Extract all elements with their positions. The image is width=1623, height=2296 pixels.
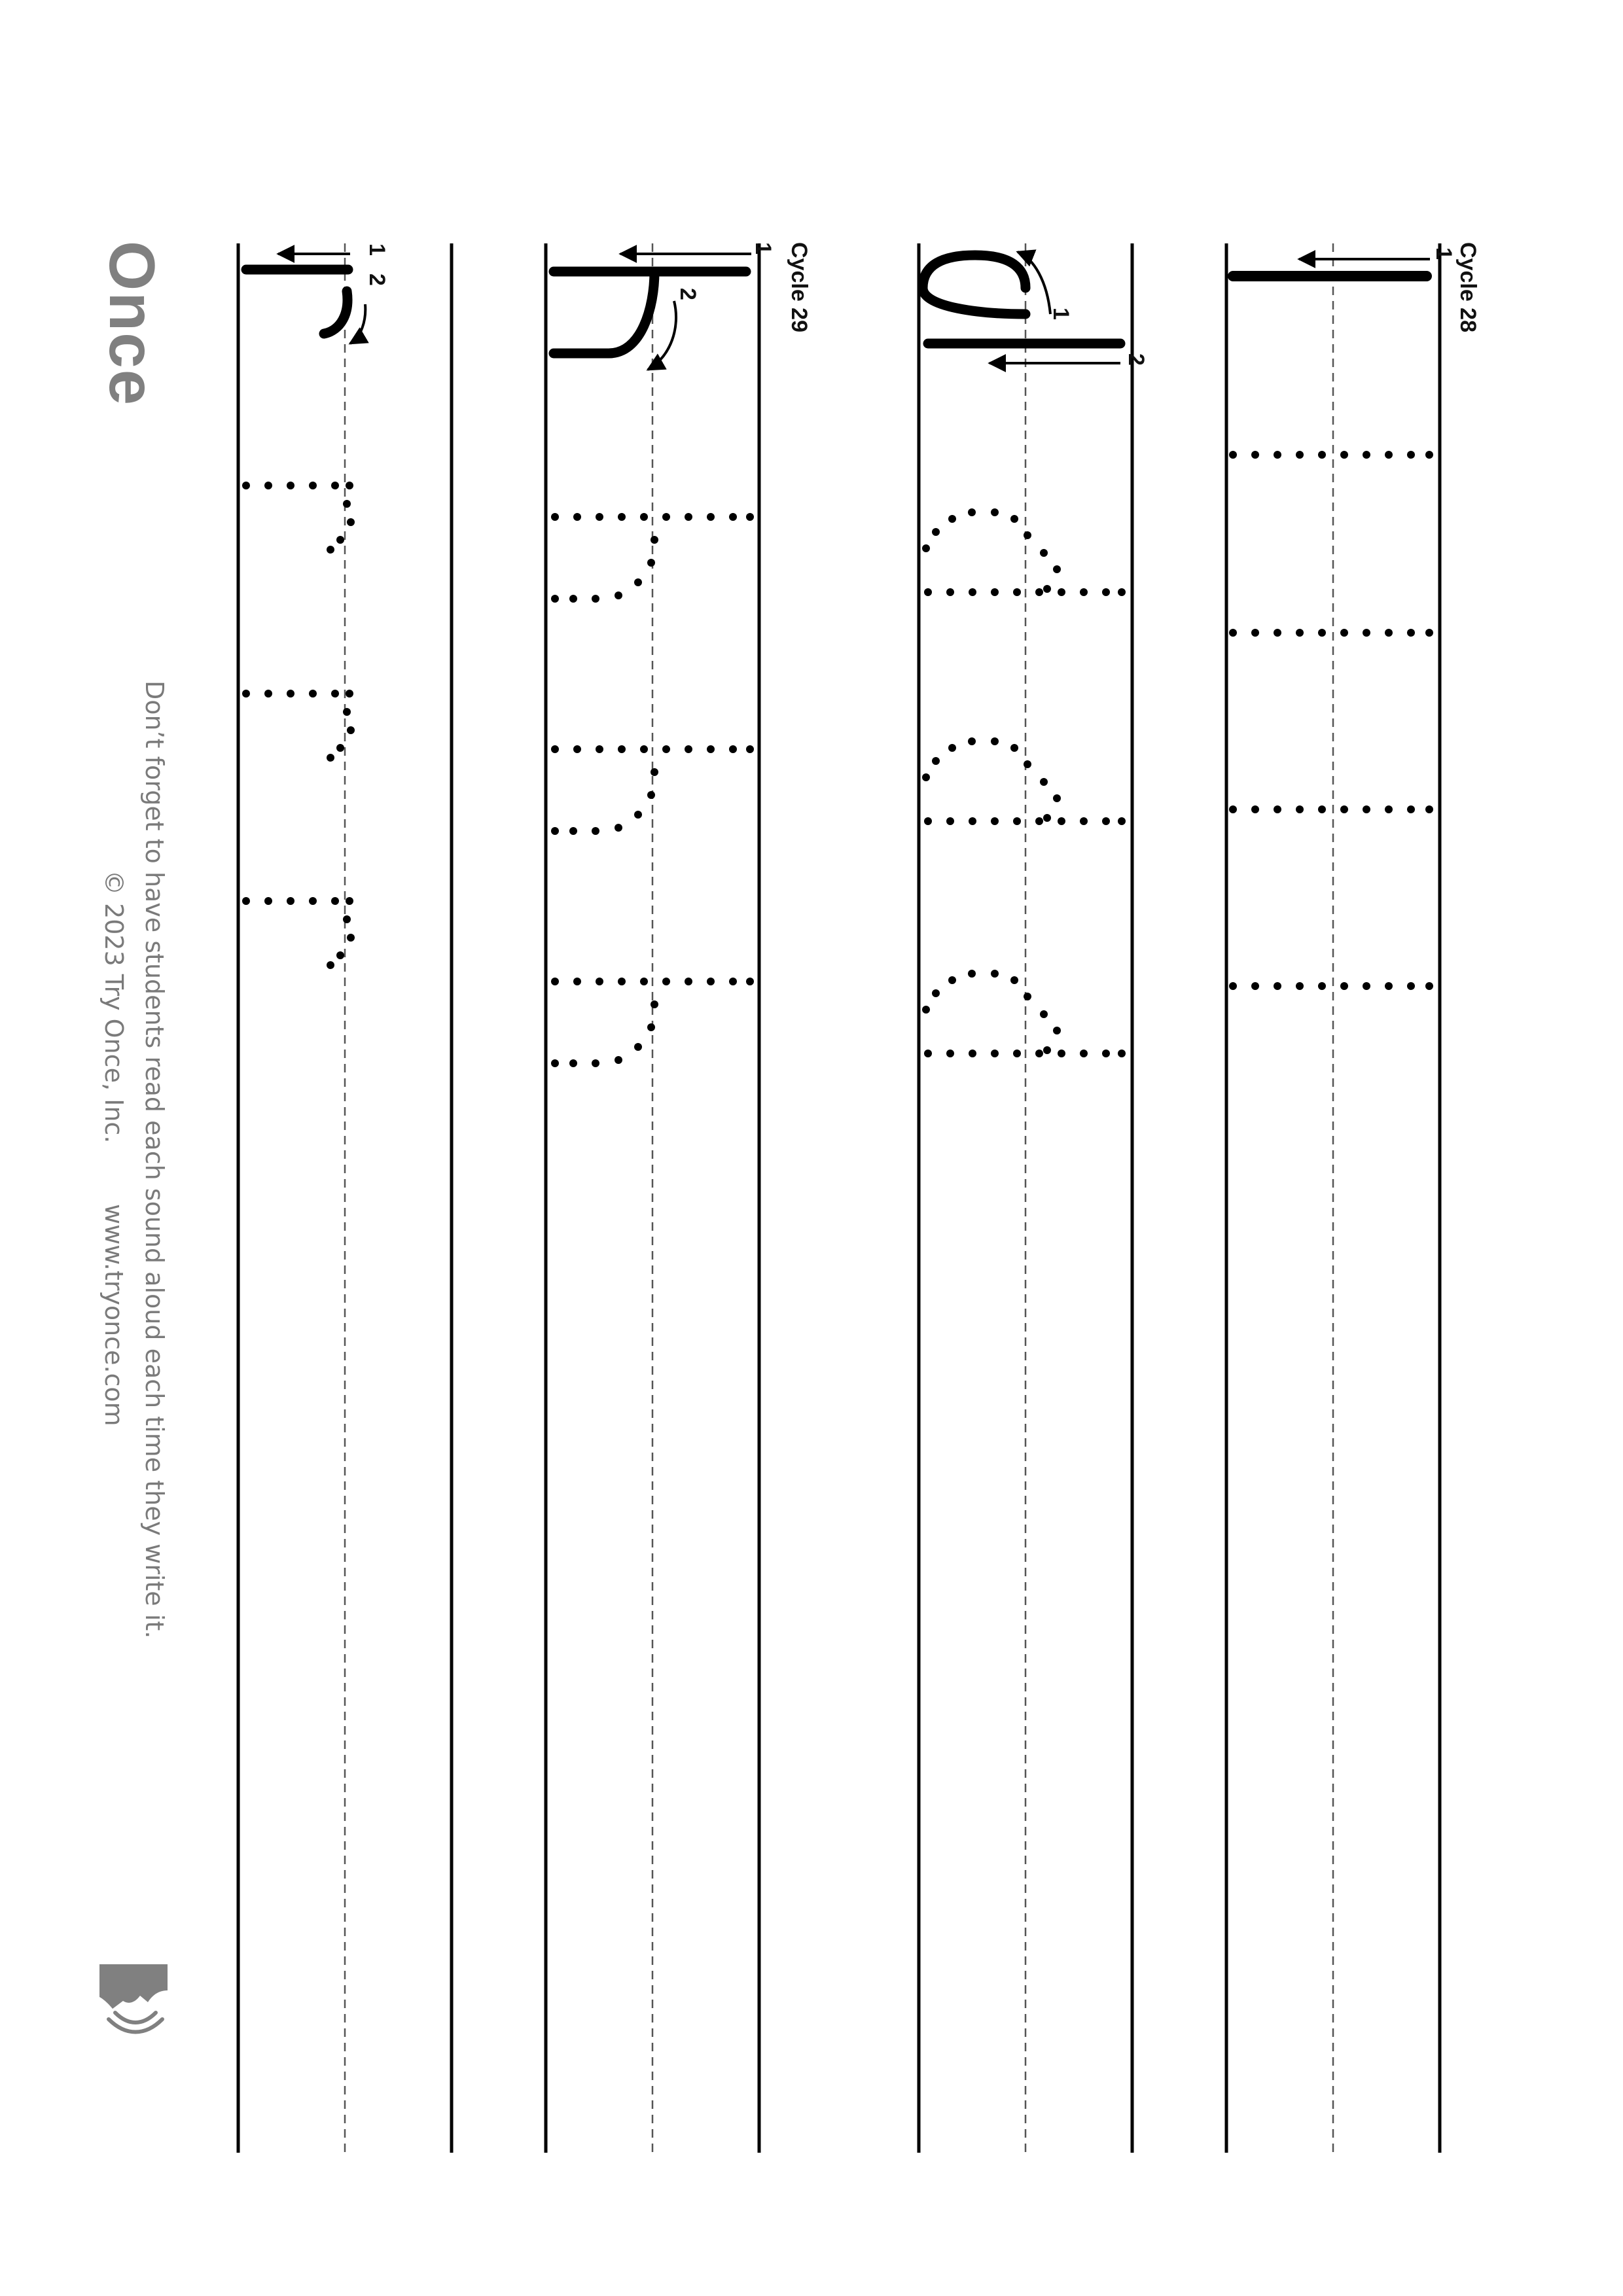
- stroke-number: 1: [365, 243, 389, 256]
- trace-letter-l: [1229, 451, 1433, 990]
- stroke-number: 2: [675, 288, 700, 300]
- stroke-number: 1: [751, 242, 776, 255]
- writing-row-l: [1226, 243, 1440, 2153]
- cycle-label-28: Cycle 28: [1455, 242, 1480, 332]
- stroke-number: 2: [365, 274, 389, 286]
- cycle-label-29: Cycle 29: [787, 242, 812, 332]
- footer-note: Don’t forget to have students read each sound aloud each time they write it.: [140, 680, 169, 1639]
- trace-letter-r: [242, 482, 355, 969]
- writing-row-d: [919, 243, 1132, 2153]
- brand-label: Once: [96, 241, 168, 407]
- stroke-direction-arrow: [350, 304, 365, 344]
- trace-letter-d: [922, 508, 1126, 1057]
- writing-row-h: [546, 243, 759, 2153]
- stroke-number: 1: [1048, 308, 1073, 320]
- website-link[interactable]: www.tryonce.com: [99, 1204, 128, 1426]
- stroke-number: 1: [1431, 247, 1456, 260]
- stroke-number: 2: [1124, 353, 1149, 366]
- copyright-text: © 2023 Try Once, Inc.: [99, 870, 128, 1144]
- speaking-head-icon: [99, 1964, 168, 2032]
- model-letter-r: [246, 254, 365, 344]
- writing-row-r: [238, 243, 452, 2153]
- model-letter-l: [1233, 259, 1430, 276]
- model-letter-d: [923, 252, 1120, 363]
